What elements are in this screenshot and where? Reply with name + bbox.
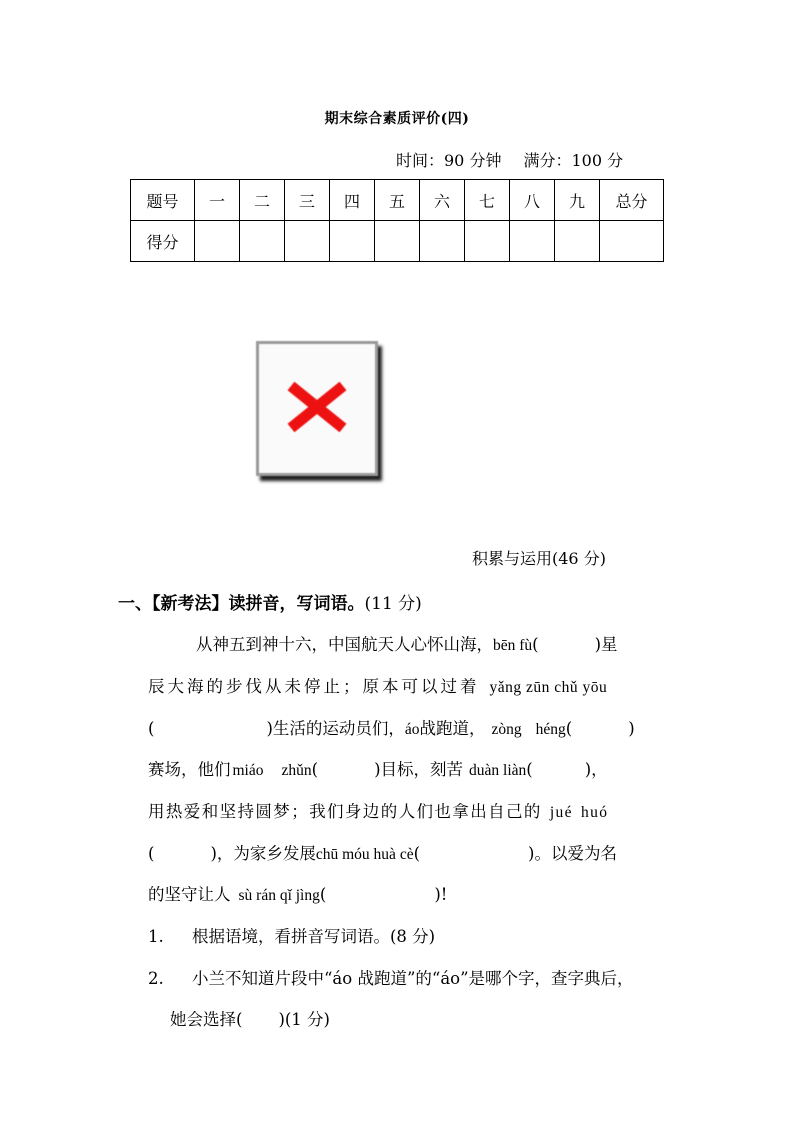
pinyin: bēn fù	[493, 637, 533, 654]
passage-text: )，为家乡发展	[210, 844, 316, 863]
broken-image-icon	[256, 341, 378, 476]
score-cell	[465, 221, 510, 262]
passage-text: )星	[594, 635, 618, 654]
passage-line-5	[148, 798, 608, 822]
pinyin: duàn liàn	[469, 762, 527, 779]
blank-open: (	[413, 844, 421, 863]
question-number: 一、	[118, 594, 152, 614]
header-cell-7: 七	[465, 180, 510, 221]
sub-question-2-continued	[170, 1006, 330, 1030]
passage-line-7	[148, 881, 447, 905]
sub-question-number: 1.	[148, 927, 164, 946]
score-cell	[510, 221, 555, 262]
passage-text: )。以爱为名	[528, 844, 617, 863]
passage-text: 战跑道，	[419, 719, 486, 738]
section-heading: 积累与运用(46 分)	[472, 549, 606, 568]
blank-open: (	[532, 635, 539, 654]
blank-open: (	[311, 760, 319, 779]
pinyin: héng	[535, 721, 566, 738]
sub-question-text: 她会选择(	[170, 1010, 243, 1029]
score-table-header-row	[131, 180, 664, 221]
question-1-heading	[118, 589, 422, 614]
passage-text: )目标，刻苦	[374, 760, 464, 779]
score-cell	[375, 221, 420, 262]
exam-info	[396, 148, 623, 171]
blank-open: (	[565, 719, 573, 738]
header-cell-4: 四	[330, 180, 375, 221]
question-instruction: 读拼音，写词语。	[228, 594, 365, 614]
header-cell-8: 八	[510, 180, 555, 221]
passage-text: )，	[584, 760, 608, 779]
passage-text: 赛场，他们	[148, 760, 231, 779]
red-x-icon	[287, 382, 347, 432]
score-cell	[555, 221, 600, 262]
blank-close: )!	[434, 885, 448, 904]
passage-line-1	[196, 631, 618, 655]
score-cell	[240, 221, 285, 262]
sub-question-text: 小兰不知道片段中“áo 战跑道”的“áo”是哪个字，查字典后，	[192, 969, 634, 988]
pinyin: huó	[580, 804, 609, 821]
score-cell	[195, 221, 240, 262]
blank-open: (	[148, 719, 155, 738]
passage-line-4	[148, 756, 608, 780]
score-cell	[420, 221, 465, 262]
passage-line-2	[148, 673, 607, 697]
header-cell-2: 二	[240, 180, 285, 221]
sub-question-2	[148, 965, 634, 989]
blank-open: (	[148, 844, 155, 863]
score-cell	[330, 221, 375, 262]
header-cell-total: 总分	[600, 180, 664, 221]
sub-question-number: 2.	[148, 969, 164, 988]
blank-open: (	[319, 885, 327, 904]
pinyin: zòng	[491, 721, 522, 738]
pinyin: zhǔn	[281, 762, 312, 779]
pinyin: chū móu huà cè	[315, 846, 414, 863]
header-cell-1: 一	[195, 180, 240, 221]
passage-text: )生活的运动员们，	[266, 719, 405, 738]
document-title: 期末综合素质评价(四)	[324, 111, 470, 127]
score-row-label: 得分	[131, 221, 195, 262]
passage-text: 用热爱和坚持圆梦；我们身边的人们也拿出自己的	[148, 802, 542, 821]
pinyin: miáo	[232, 762, 264, 779]
passage-text: 的坚守让人	[148, 885, 231, 904]
header-cell-3: 三	[285, 180, 330, 221]
header-cell-label: 题号	[131, 180, 195, 221]
blank-open: (	[526, 760, 533, 779]
score-cell	[600, 221, 664, 262]
question-points: (11 分)	[364, 594, 422, 614]
blank-close: )	[628, 719, 635, 738]
score-table-score-row	[131, 221, 664, 262]
header-cell-5: 五	[375, 180, 420, 221]
time-limit: 时间：90 分钟	[396, 151, 502, 170]
header-cell-6: 六	[420, 180, 465, 221]
score-cell	[285, 221, 330, 262]
passage-line-3	[148, 715, 635, 739]
pinyin: jué	[549, 804, 573, 821]
sub-question-text: 根据语境，看拼音写词语。(8 分)	[192, 927, 436, 946]
pinyin: áo	[404, 721, 420, 738]
pinyin: yǎng zūn chǔ yōu	[489, 679, 608, 696]
sub-question-1	[148, 923, 435, 947]
header-cell-9: 九	[555, 180, 600, 221]
passage-text: 从神五到神十六，中国航天人心怀山海，	[196, 635, 493, 654]
sub-question-text: )(1 分)	[278, 1010, 330, 1029]
full-score: 满分：100 分	[523, 151, 624, 170]
pinyin: sù rán qǐ jìng	[238, 887, 320, 904]
new-method-tag: 【新考法】	[152, 594, 229, 614]
score-table	[130, 179, 664, 262]
passage-text: 辰大海的步伐从未停止；原本可以过着	[148, 677, 480, 696]
passage-line-6	[148, 840, 617, 864]
